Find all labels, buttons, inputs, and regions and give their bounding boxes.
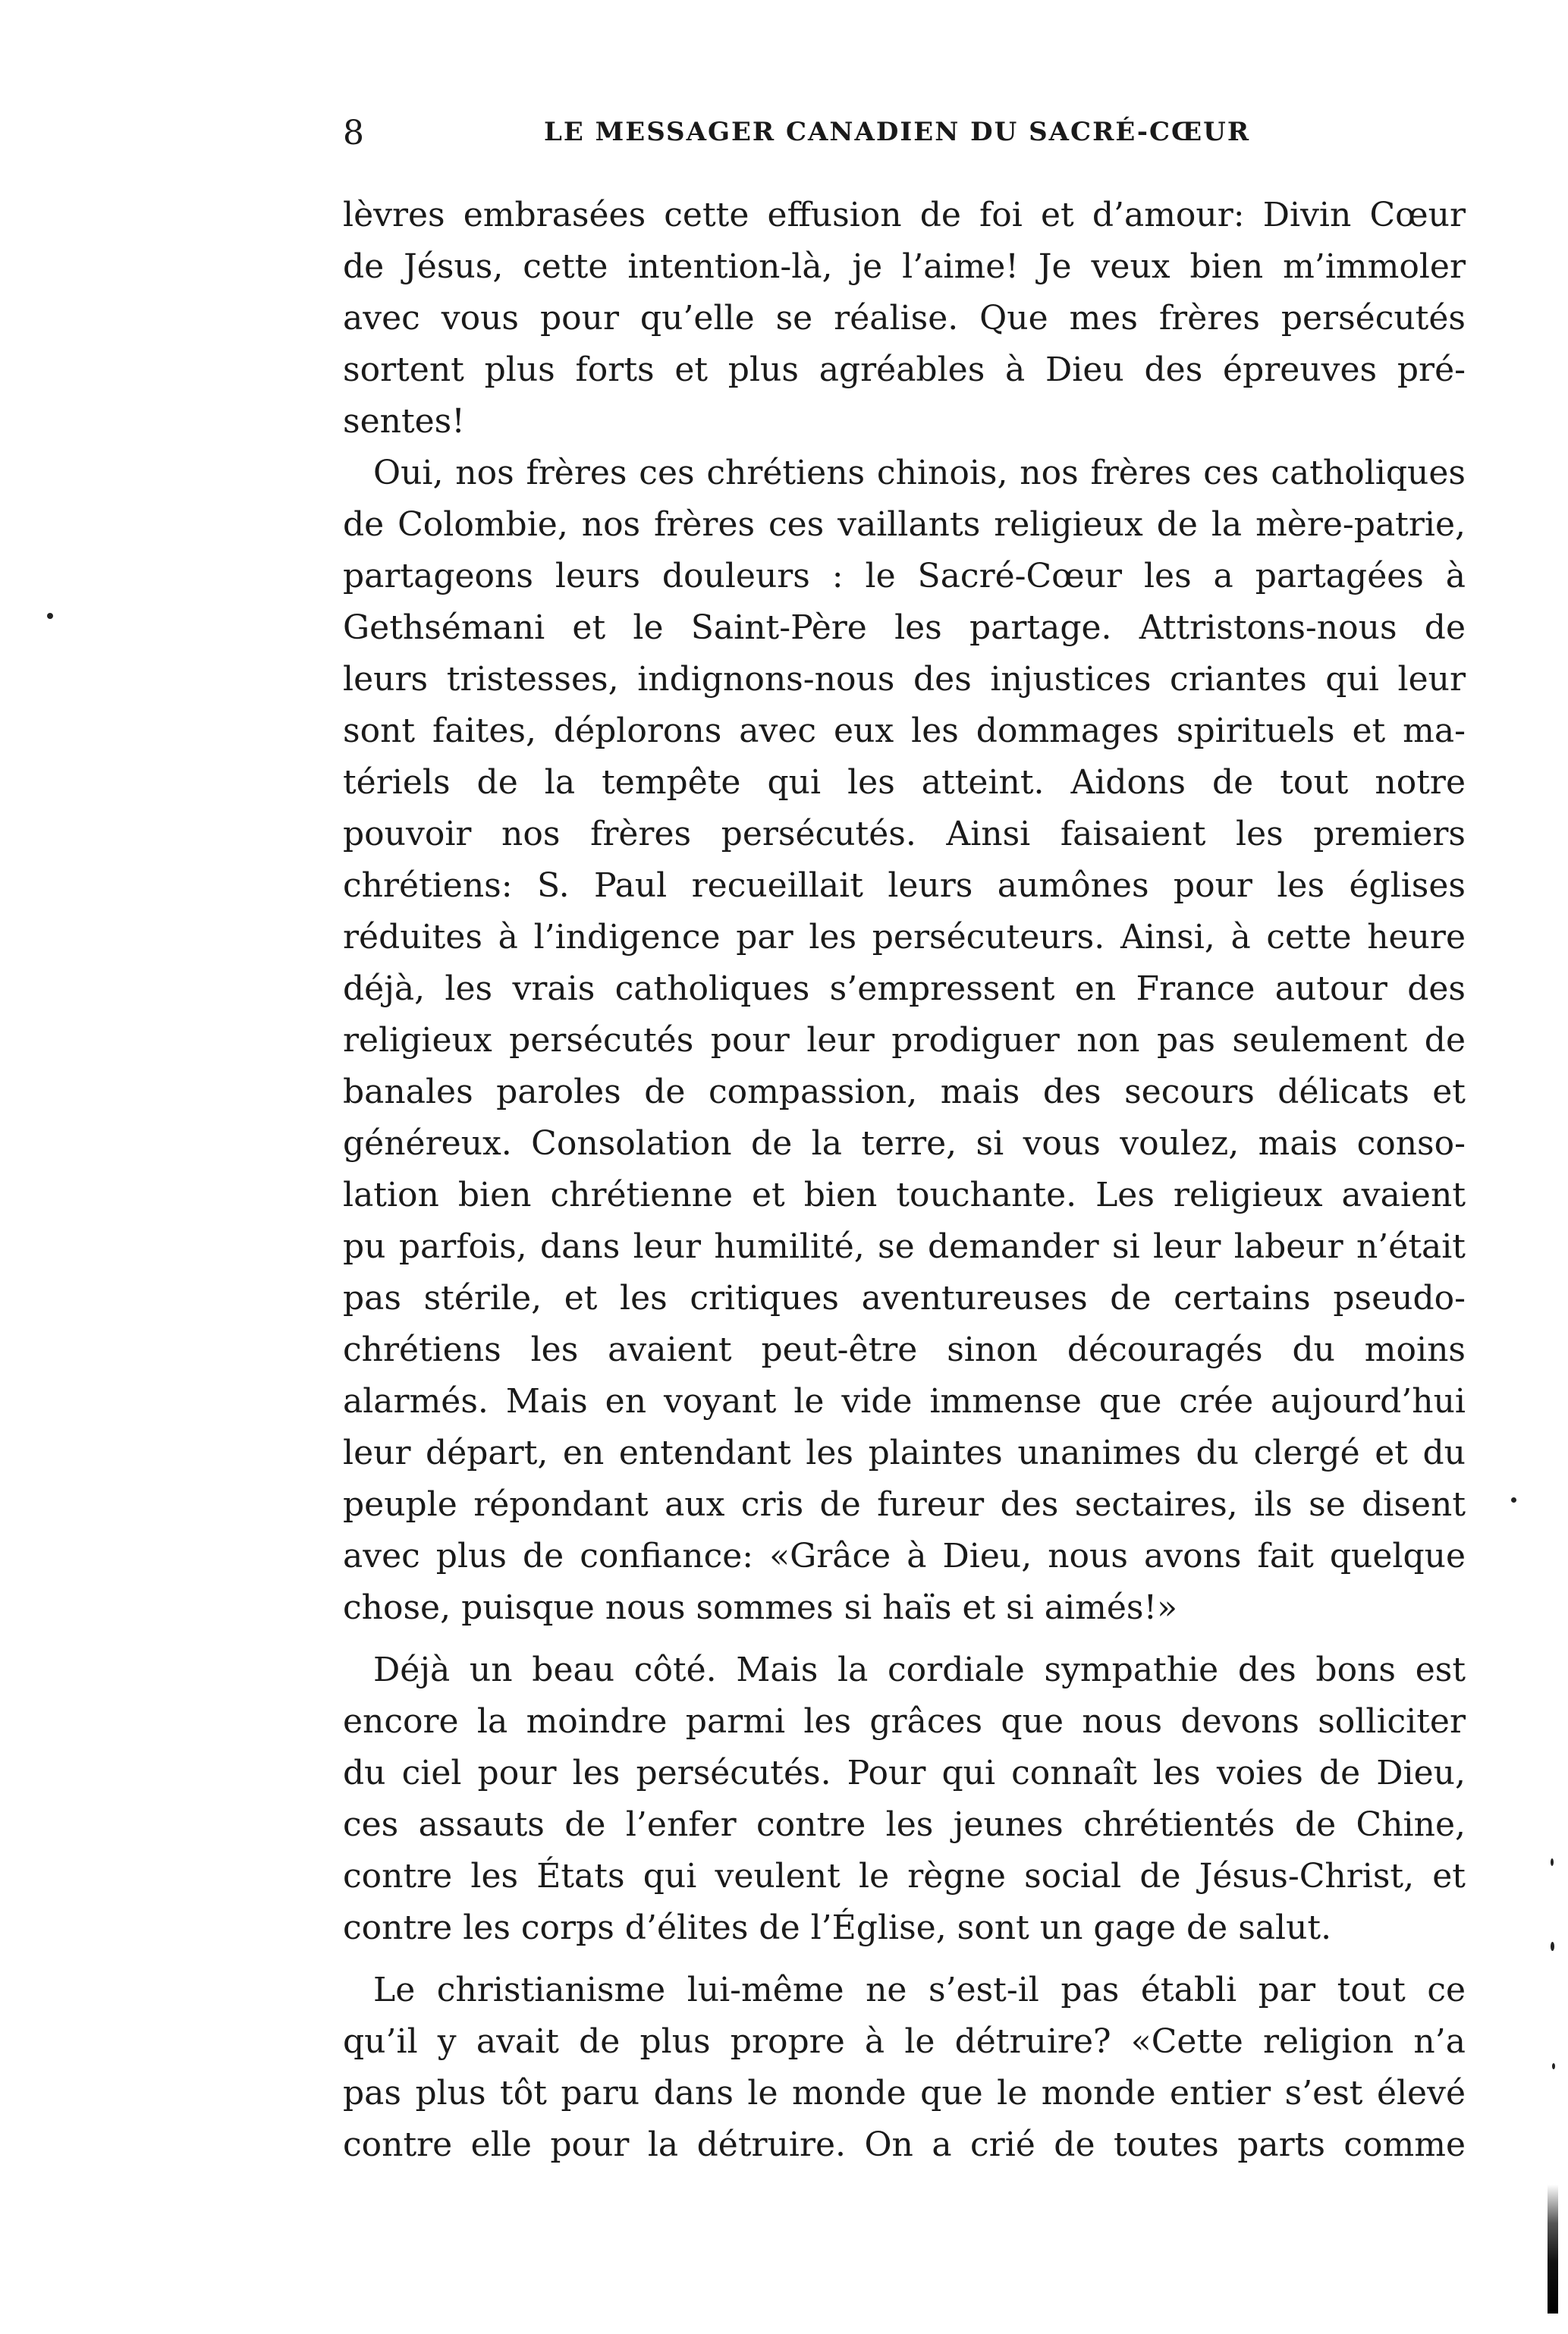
text-line: du ciel pour les persécutés. Pour qui connaît les voies de Dieu, — [343, 1754, 1466, 1792]
paragraph-2 — [343, 448, 1466, 1634]
journal-title: LE MESSAGER CANADIEN DU SACRÉ-CŒUR — [544, 117, 1251, 147]
text-line: Gethsémani et le Saint-Père les partage. Attristons-nous de — [343, 608, 1466, 647]
text-line: peuple répondant aux cris de fureur des sectaires, ils se disent — [343, 1485, 1466, 1524]
text-line: déjà, les vrais catholiques s’empressent en France autour des — [343, 969, 1466, 1008]
body-text — [343, 190, 1466, 2171]
text-line: pas plus tôt paru dans le monde que le monde entier s’est élevé — [343, 2074, 1466, 2113]
text-line: sentes! — [343, 402, 465, 441]
scan-speck — [1552, 2063, 1555, 2069]
text-line: tériels de la tempête qui les atteint. Aidons de tout notre — [343, 763, 1466, 802]
text-line: sont faites, déplorons avec eux les dommages spirituels et ma- — [343, 712, 1466, 750]
text-line: généreux. Consolation de la terre, si vous voulez, mais conso- — [343, 1124, 1466, 1163]
text-line: ces assauts de l’enfer contre les jeunes chrétientés de Chine, — [343, 1805, 1466, 1844]
text-line: réduites à l’indigence par les persécuteurs. Ainsi, à cette heure — [343, 918, 1466, 957]
text-line: chrétiens: S. Paul recueillait leurs aumônes pour les églises — [343, 866, 1466, 905]
text-line: Oui, nos frères ces chrétiens chinois, nos frères ces catholiques — [373, 454, 1466, 492]
paragraph-spacer — [343, 1634, 1466, 1644]
text-line: leur départ, en entendant les plaintes unanimes du clergé et du — [343, 1434, 1466, 1472]
text-line: banales paroles de compassion, mais des secours délicats et — [343, 1073, 1466, 1111]
text-line: pu parfois, dans leur humilité, se demander si leur labeur n’était — [343, 1227, 1466, 1266]
text-line: contre les États qui veulent le règne social de Jésus-Christ, et — [343, 1857, 1466, 1896]
text-line: chose, puisque nous sommes si haïs et si aimés!» — [343, 1588, 1178, 1627]
text-line: contre les corps d’élites de l’Église, sont un gage de salut. — [343, 1908, 1332, 1947]
text-line: religieux persécutés pour leur prodiguer non pas seulement de — [343, 1021, 1466, 1060]
scan-speck — [1551, 1858, 1554, 1866]
text-line: Déjà un beau côté. Mais la cordiale sympathie des bons est — [373, 1651, 1466, 1689]
paragraph-3 — [343, 1644, 1466, 1954]
text-line: qu’il y avait de plus propre à le détruire? «Cette religion n’a — [343, 2022, 1466, 2061]
text-line: Le christianisme lui-même ne s’est-il pas établi par tout ce — [373, 1971, 1466, 2009]
text-line: lèvres embrasées cette effusion de foi et d’amour: Divin Cœur — [343, 196, 1466, 234]
text-line: sortent plus forts et plus agréables à Dieu des épreuves pré- — [343, 350, 1466, 389]
text-line: avec vous pour qu’elle se réalise. Que mes frères persécutés — [343, 299, 1466, 338]
text-line: contre elle pour la détruire. On a crié de toutes parts comme — [343, 2125, 1466, 2164]
page-number: 8 — [343, 114, 364, 152]
text-line: pas stérile, et les critiques aventureuses de certains pseudo- — [343, 1279, 1466, 1318]
scan-speck — [1511, 1497, 1516, 1503]
running-head — [343, 114, 1466, 159]
text-line: partageons leurs douleurs : le Sacré-Cœur les a partagées à — [343, 557, 1466, 595]
scan-edge-shadow — [1548, 2185, 1558, 2314]
paragraph-4 — [343, 1965, 1466, 2171]
scan-speck — [1551, 1942, 1554, 1951]
paragraph-1 — [343, 190, 1466, 448]
text-line: chrétiens les avaient peut-être sinon découragés du moins — [343, 1330, 1466, 1369]
text-line: lation bien chrétienne et bien touchante. Les religieux avaient — [343, 1176, 1466, 1214]
text-line: de Colombie, nos frères ces vaillants religieux de la mère-patrie, — [343, 505, 1466, 544]
text-line: alarmés. Mais en voyant le vide immense que crée aujourd’hui — [343, 1382, 1466, 1421]
text-line: de Jésus, cette intention-là, je l’aime! Je veux bien m’immoler — [343, 247, 1466, 286]
text-line: leurs tristesses, indignons-nous des injustices criantes qui leur — [343, 660, 1466, 699]
text-line: avec plus de confiance: «Grâce à Dieu, nous avons fait quelque — [343, 1537, 1466, 1575]
text-line: pouvoir nos frères persécutés. Ainsi faisaient les premiers — [343, 815, 1466, 853]
scan-speck — [47, 613, 53, 619]
text-line: encore la moindre parmi les grâces que nous devons solliciter — [343, 1702, 1466, 1741]
paragraph-spacer — [343, 1954, 1466, 1965]
